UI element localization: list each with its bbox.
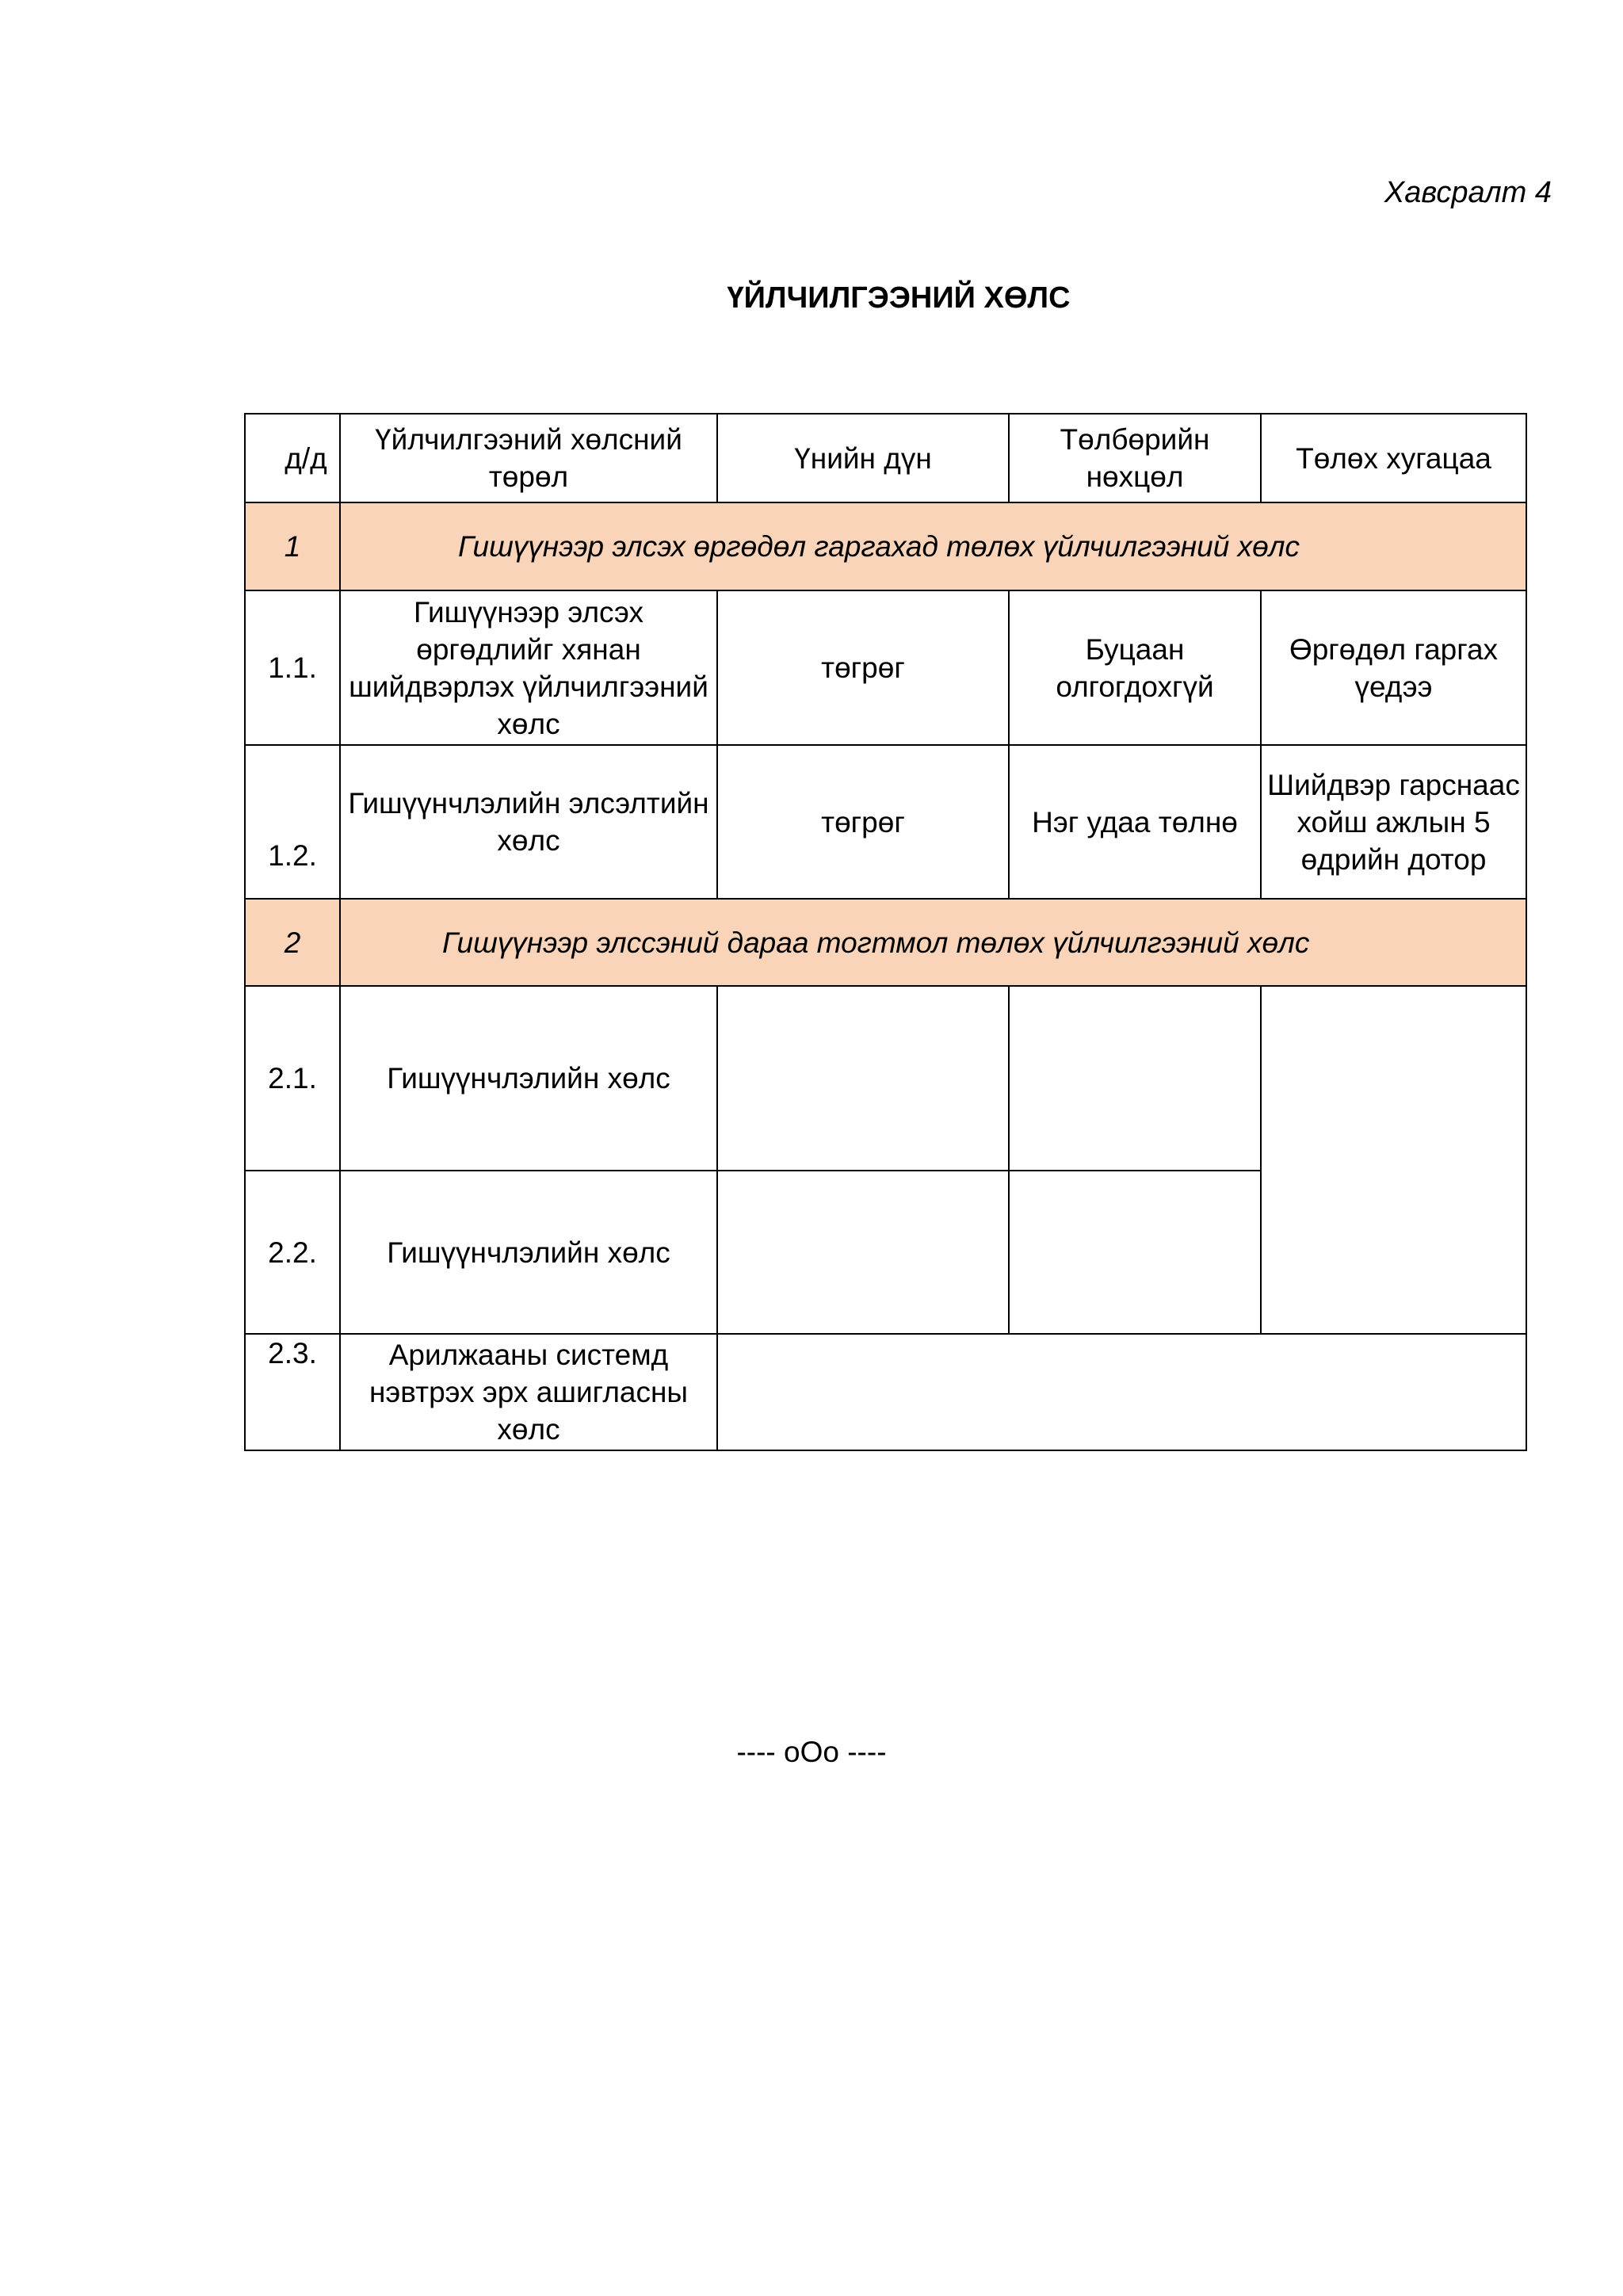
row-num: 2.1. bbox=[245, 986, 340, 1171]
row-condition: Буцаан олгогдохгүй bbox=[1009, 590, 1261, 745]
section-row-2 bbox=[245, 899, 1526, 986]
row-type: Гишүүнчлэлийн элсэлтийн хөлс bbox=[340, 745, 717, 899]
end-mark: ---- oOo ---- bbox=[736, 1736, 887, 1768]
section-title: Гишүүнээр элсэх өргөдөл гаргахад төлөх үйлчилгээний хөлс bbox=[340, 502, 1526, 590]
section-title: Гишүүнээр элссэний дараа тогтмол төлөх үйлчилгээний хөлс bbox=[340, 899, 1526, 986]
document-title: ҮЙЛЧИЛГЭЭНИЙ ХӨЛС bbox=[727, 281, 1071, 315]
row-num: 1.2. bbox=[245, 745, 340, 899]
row-num: 2.3. bbox=[245, 1334, 340, 1450]
row-term: Өргөдөл гаргах үедээ bbox=[1261, 590, 1526, 745]
row-price: төгрөг bbox=[717, 590, 1009, 745]
section-num: 1 bbox=[245, 502, 340, 590]
service-fee-table bbox=[244, 413, 1527, 1451]
table-row bbox=[245, 986, 1526, 1171]
header-price: Үнийн дүн bbox=[717, 414, 1009, 502]
header-num: д/д bbox=[245, 414, 340, 502]
row-price: төгрөг bbox=[717, 745, 1009, 899]
row-condition: Нэг удаа төлнө bbox=[1009, 745, 1261, 899]
row-price-empty bbox=[717, 986, 1009, 1171]
row-term-empty bbox=[1261, 986, 1526, 1334]
row-type: Гишүүнчлэлийн хөлс bbox=[340, 1171, 717, 1334]
table-header-row bbox=[245, 414, 1526, 502]
row-num: 1.1. bbox=[245, 590, 340, 745]
row-num: 2.2. bbox=[245, 1171, 340, 1334]
section-row-1 bbox=[245, 502, 1526, 590]
header-term: Төлөх хугацаа bbox=[1261, 414, 1526, 502]
row-type: Гишүүнчлэлийн хөлс bbox=[340, 986, 717, 1171]
row-price-empty bbox=[717, 1171, 1009, 1334]
row-condition-empty bbox=[1009, 1171, 1261, 1334]
section-num: 2 bbox=[245, 899, 340, 986]
row-condition-empty bbox=[1009, 986, 1261, 1171]
row-term: Шийдвэр гарснаас хойш ажлын 5 өдрийн дотор bbox=[1261, 745, 1526, 899]
row-merged-empty bbox=[717, 1334, 1526, 1450]
header-condition: Төлбөрийн нөхцөл bbox=[1009, 414, 1261, 502]
table-row bbox=[245, 1334, 1526, 1450]
header-type: Үйлчилгээний хөлсний төрөл bbox=[340, 414, 717, 502]
row-type: Арилжааны системд нэвтрэх эрх ашигласны хөлс bbox=[340, 1334, 717, 1450]
table-row bbox=[245, 590, 1526, 745]
row-type: Гишүүнээр элсэх өргөдлийг хянан шийдвэрлэх үйлчилгээний хөлс bbox=[340, 590, 717, 745]
attachment-label: Хавсралт 4 bbox=[1384, 176, 1552, 209]
table-row bbox=[245, 745, 1526, 899]
